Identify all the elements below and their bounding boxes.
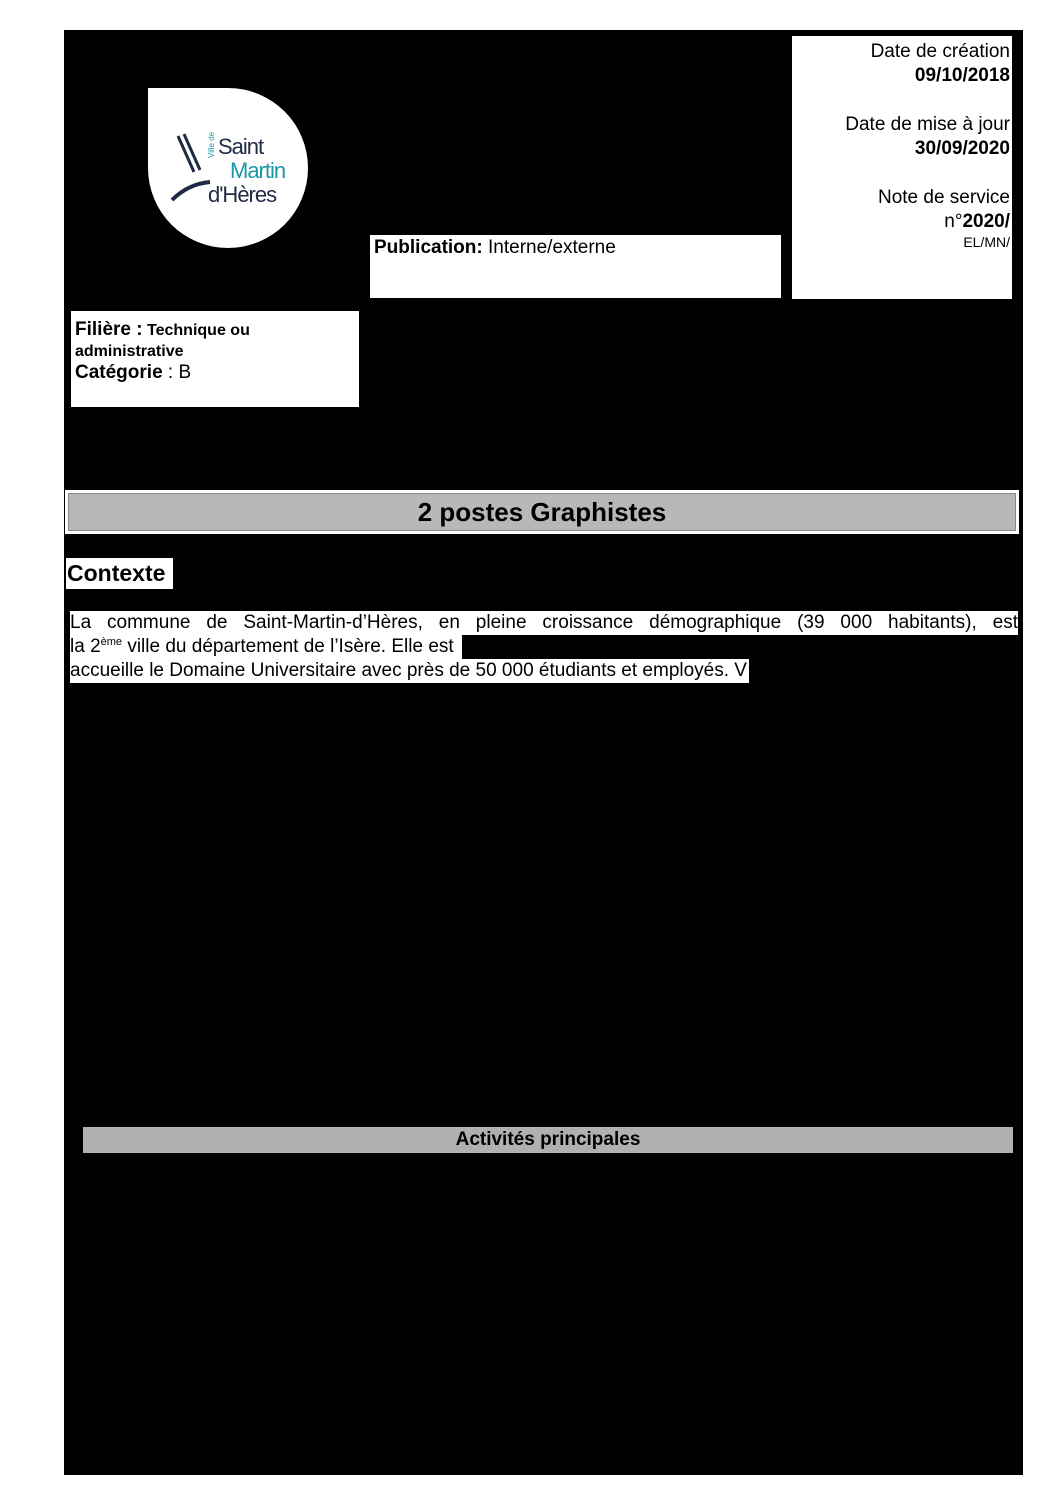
publication-label: Publication: xyxy=(374,237,483,258)
filiere-box xyxy=(70,310,360,408)
note-number-prefix: n° xyxy=(944,211,963,232)
publication-value: Interne/externe xyxy=(482,237,616,258)
update-date-label: Date de mise à jour xyxy=(845,114,1010,135)
paragraph-line-3: accueille le Domaine Universitaire avec près de 50 000 étudiants et employés. V xyxy=(70,660,747,681)
paragraph-line-2-end: ville du département de l’Isère. Elle est xyxy=(122,636,454,657)
creation-date-label: Date de création xyxy=(870,41,1010,62)
paragraph-line-2-start: la 2 xyxy=(70,636,101,657)
note-service-number xyxy=(792,210,1010,234)
paragraph-line-1: La commune de Saint-Martin-d’Hères, en pleine croissance démographique (39 000 habitants), est xyxy=(70,612,1018,633)
filiere-label: Filière : xyxy=(75,319,143,340)
job-title: 2 postes Graphistes xyxy=(68,493,1016,531)
note-service-suffix: EL/MN/ xyxy=(963,234,1010,250)
update-date-value: 30/09/2020 xyxy=(914,138,1010,159)
logo-ville-text: Ville de xyxy=(207,131,216,158)
job-title-bar xyxy=(65,490,1019,534)
contexte-paragraph xyxy=(70,611,1018,683)
document-info-box xyxy=(791,35,1013,300)
contexte-heading: Contexte xyxy=(66,558,173,589)
activites-principales-heading: Activités principales xyxy=(83,1127,1013,1153)
paragraph-line-2 xyxy=(70,635,462,659)
saint-martin-dheres-logo xyxy=(148,88,308,248)
note-number-value: 2020/ xyxy=(962,211,1010,232)
publication-box xyxy=(369,234,782,299)
categorie-label: Catégorie xyxy=(75,362,163,383)
categorie-value: : B xyxy=(162,362,192,383)
filiere-value: Technique ou xyxy=(142,322,250,339)
logo-saint-text: Saint xyxy=(218,134,264,159)
paragraph-line-2-superscript: ème xyxy=(100,636,123,648)
logo-dheres-text: d'Hères xyxy=(208,182,277,207)
filiere-value-continued: administrative xyxy=(75,343,184,360)
creation-date-value: 09/10/2018 xyxy=(914,65,1010,86)
logo-martin-text: Martin xyxy=(230,158,286,183)
note-service-label: Note de service xyxy=(877,187,1010,208)
